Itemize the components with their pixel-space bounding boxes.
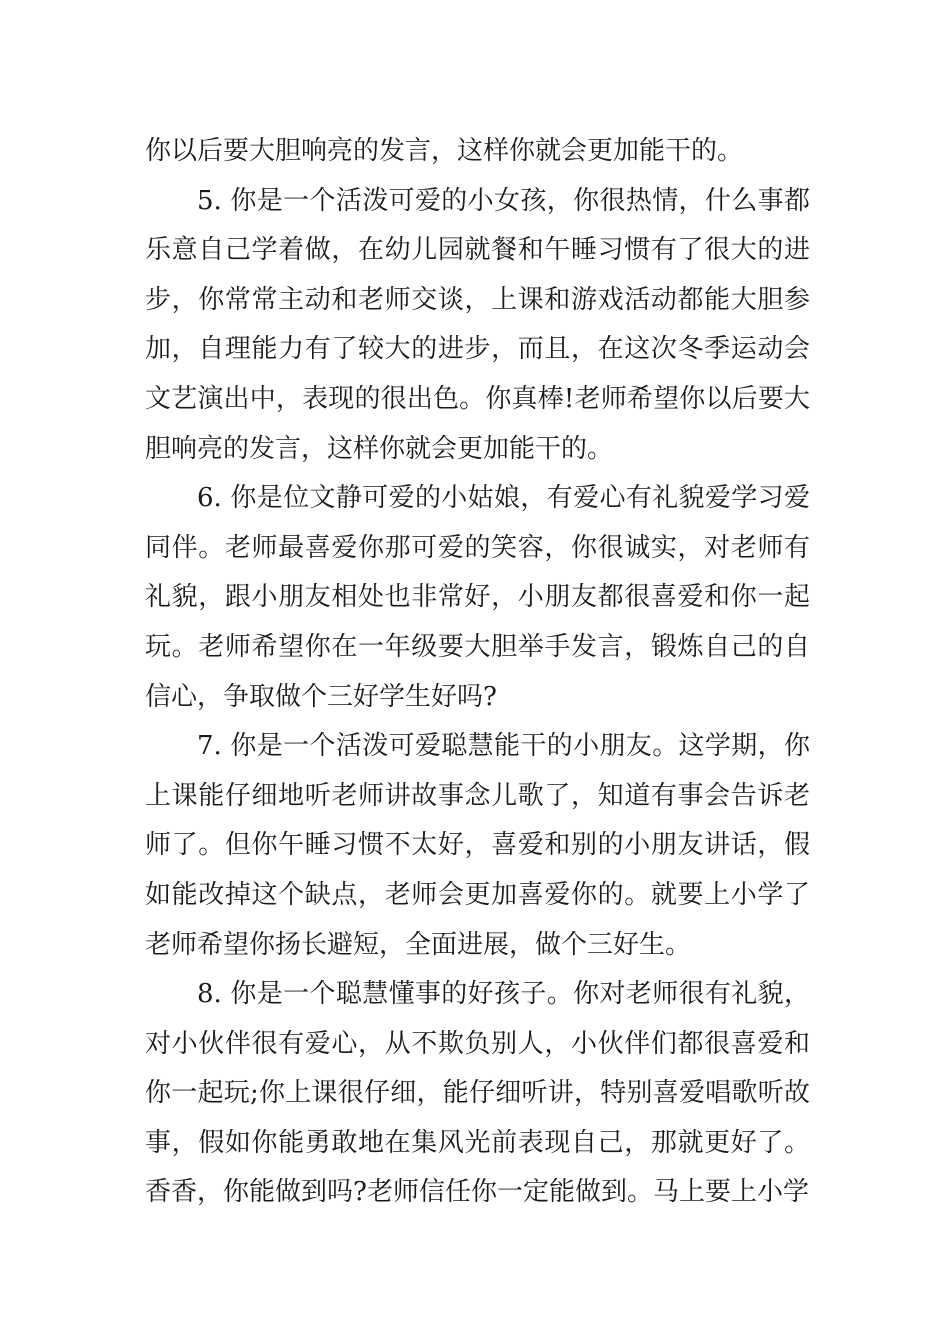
paragraph-line: 文艺演出中，表现的很出色。你真棒!老师希望你以后要大 — [145, 383, 810, 414]
paragraph-line: 信心，争取做个三好学生好吗? — [145, 681, 497, 712]
paragraph-line: 上课能仔细地听老师讲故事念儿歌了，知道有事会告诉老 — [145, 780, 810, 811]
paragraph-line: 礼貌，跟小朋友相处也非常好，小朋友都很喜爱和你一起 — [145, 582, 810, 613]
paragraph-line: 同伴。老师最喜爱你那可爱的笑容，你很诚实，对老师有 — [145, 532, 810, 563]
paragraph-comment-5 — [145, 177, 810, 475]
paragraph-line: 7. 你是一个活泼可爱聪慧能干的小朋友。这学期，你 — [197, 731, 810, 762]
paragraph-line: 玩。老师希望你在一年级要大胆举手发言，锻炼自己的自 — [145, 631, 810, 662]
paragraph-comment-7 — [145, 722, 810, 970]
paragraph-line: 香香，你能做到吗?老师信任你一定能做到。马上要上小学 — [145, 1177, 809, 1208]
paragraph-line: 乐意自己学着做，在幼儿园就餐和午睡习惯有了很大的进 — [145, 235, 810, 266]
document-body — [145, 127, 810, 1218]
paragraph-line: 6. 你是位文静可爱的小姑娘，有爱心有礼貌爱学习爱 — [197, 483, 810, 514]
paragraph-continuation — [145, 127, 810, 177]
paragraph-line: 老师希望你扬长避短，全面进展，做个三好生。 — [145, 929, 692, 960]
paragraph-line: 8. 你是一个聪慧懂事的好孩子。你对老师很有礼貌， — [197, 979, 810, 1010]
paragraph-line: 胆响亮的发言，这样你就会更加能干的。 — [145, 433, 614, 464]
paragraph-line: 加，自理能力有了较大的进步，而且，在这次冬季运动会 — [145, 334, 810, 365]
paragraph-line: 师了。但你午睡习惯不太好，喜爱和别的小朋友讲话，假 — [145, 830, 810, 861]
paragraph-line: 你一起玩;你上课很仔细，能仔细听讲，特别喜爱唱歌听故 — [145, 1078, 810, 1109]
paragraph-line: 对小伙伴很有爱心，从不欺负别人，小伙伴们都很喜爱和 — [145, 1028, 810, 1059]
paragraph-comment-8 — [145, 970, 810, 1218]
paragraph-line: 如能改掉这个缺点，老师会更加喜爱你的。就要上小学了 — [145, 879, 810, 910]
paragraph-line: 5. 你是一个活泼可爱的小女孩，你很热情，什么事都 — [197, 185, 810, 216]
paragraph-line: 事，假如你能勇敢地在集风光前表现自己，那就更好了。 — [145, 1127, 810, 1158]
paragraph-line: 你以后要大胆响亮的发言，这样你就会更加能干的。 — [145, 136, 744, 166]
paragraph-line: 步，你常常主动和老师交谈，上课和游戏活动都能大胆参 — [145, 284, 810, 315]
paragraph-comment-6 — [145, 474, 810, 722]
